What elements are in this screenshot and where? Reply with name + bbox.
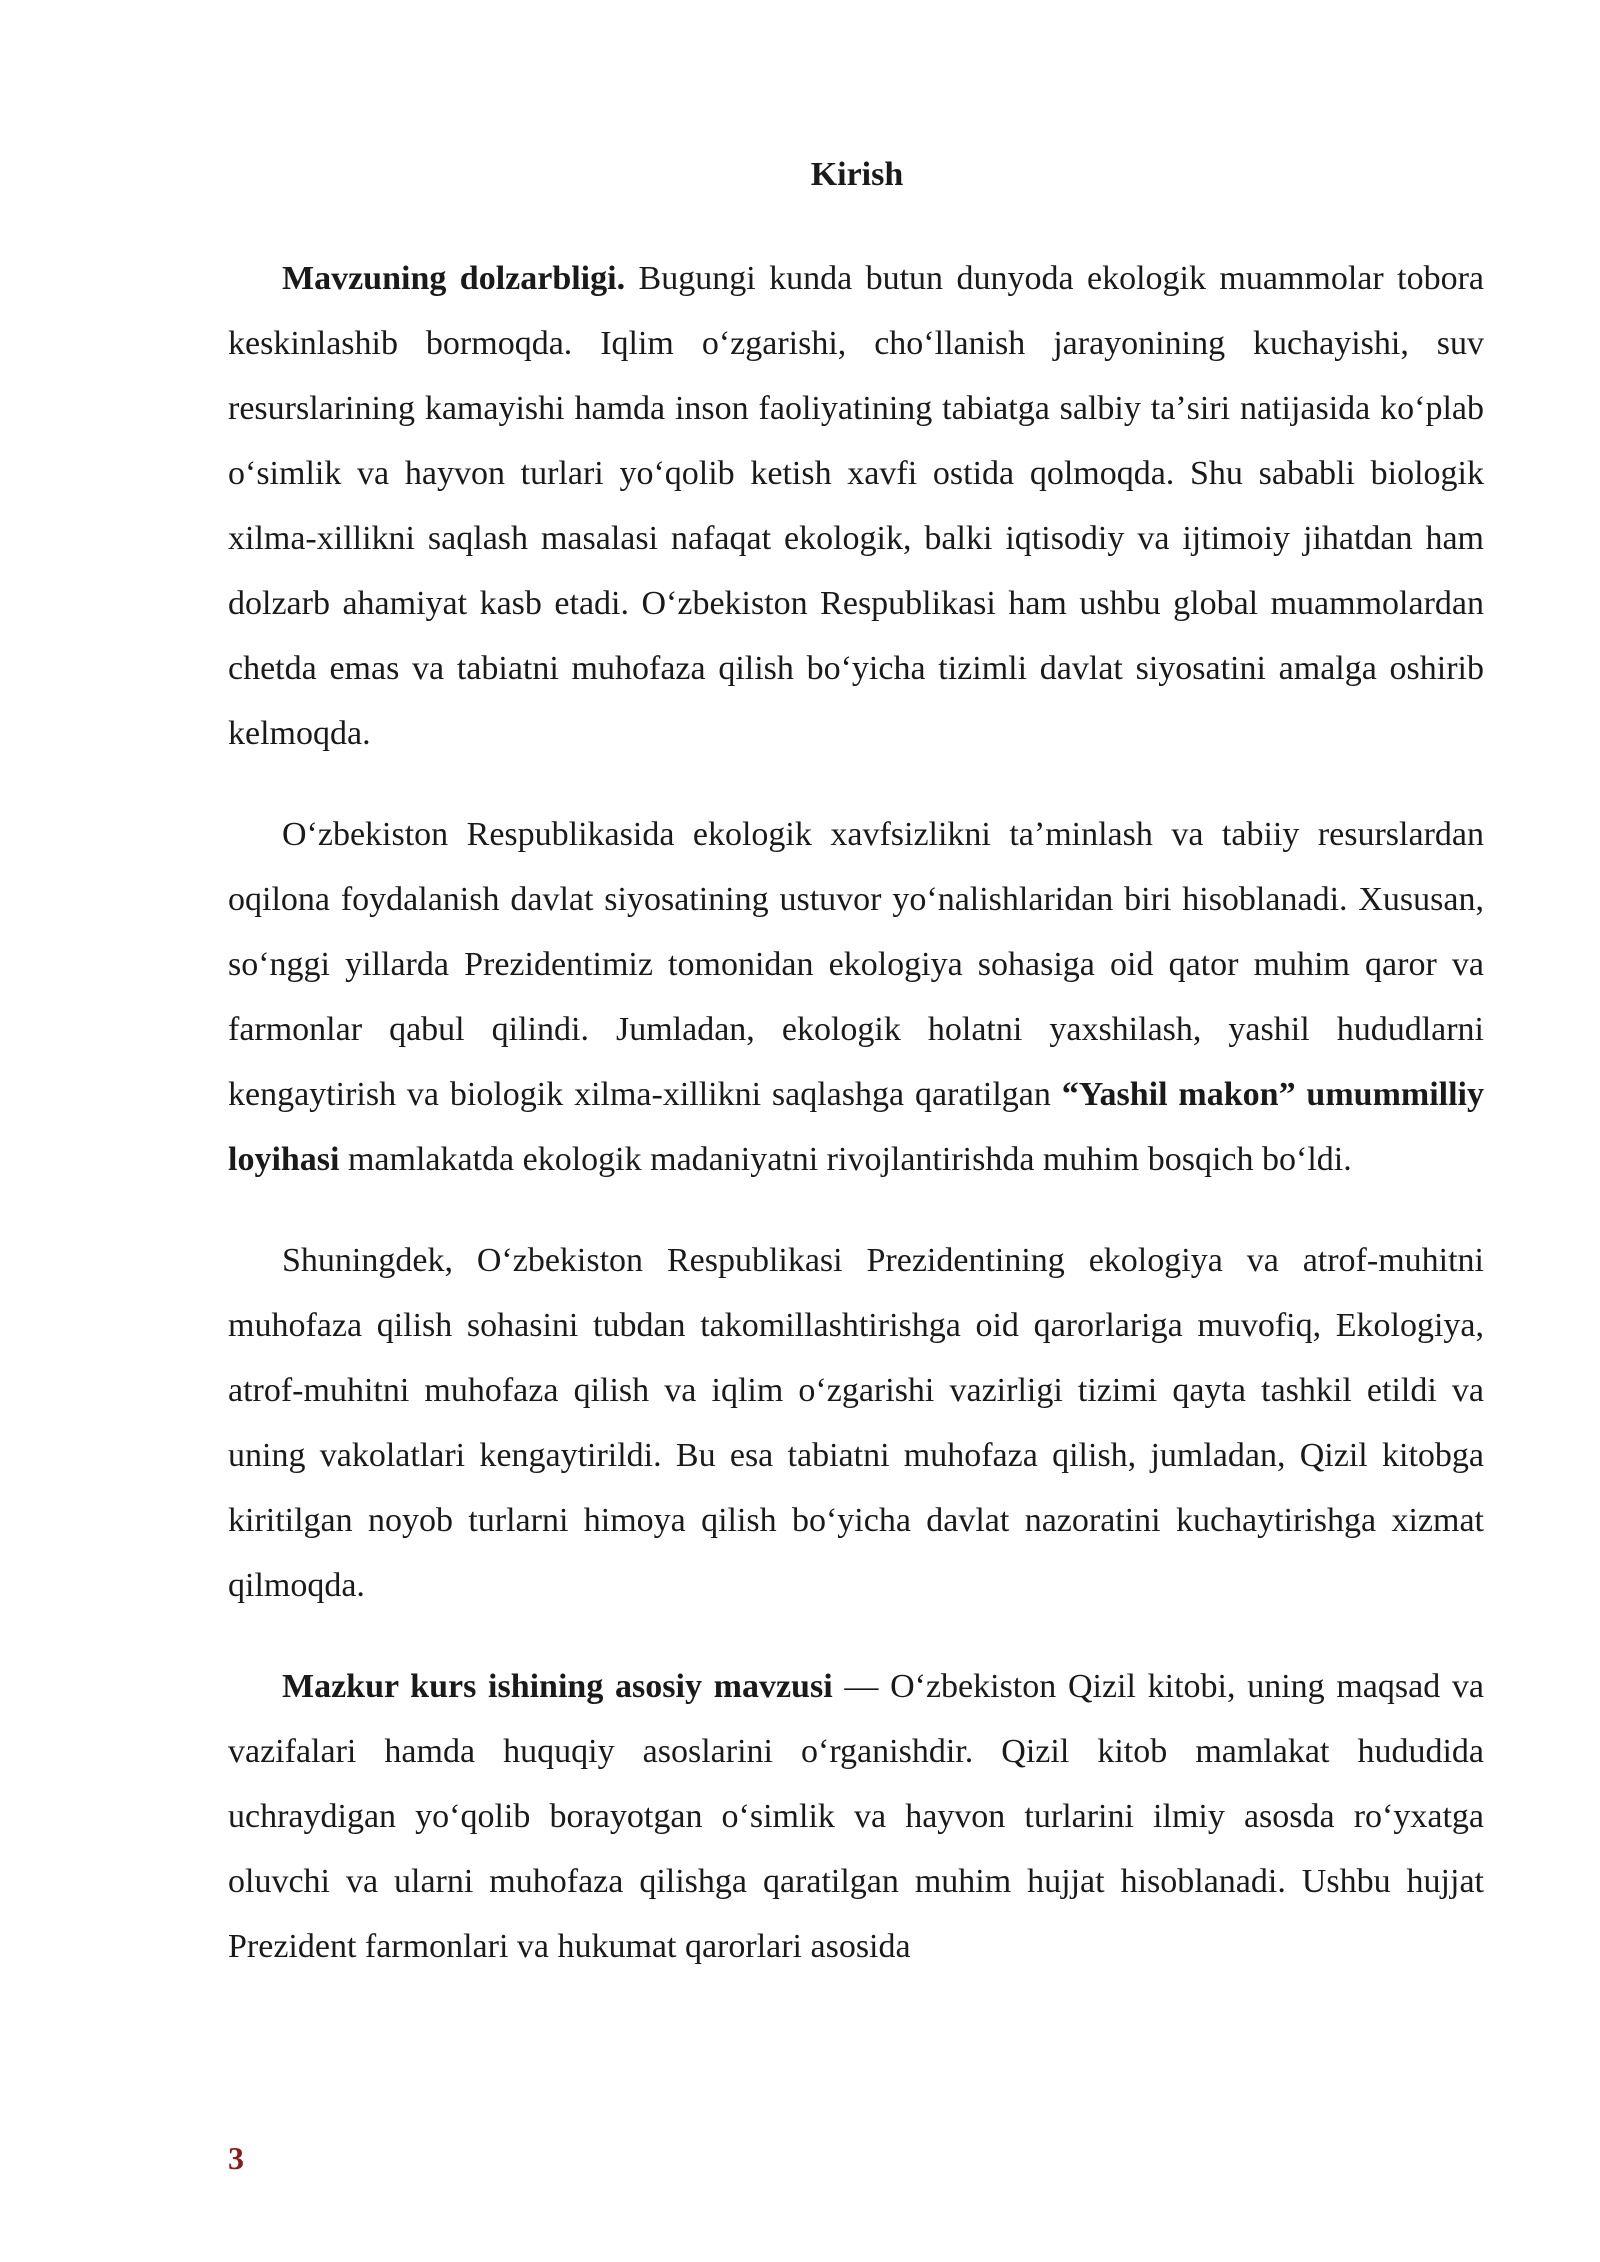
paragraph-text: Shuningdek, Oʻzbekiston Respublikasi Prezidentining ekologiya va atrof-muhitni muhofaza qilish sohasini tubdan takomillashtirishga oid qarorlariga muvofiq, Ekologiya, atrof-muhitni muhofaza qilish va iqlim oʻzgarishi vazirligi tizimi qayta tashkil etildi va uning vakolatlari kengaytirildi. Bu esa tabiatni muhofaza qilish, jumladan, Qizil kitobga kiritilgan noyob turlarni himoya qilish boʻyicha davlat nazoratini kuchaytirishga xizmat qilmoqda.	[228, 1242, 1484, 1604]
paragraph-text: mamlakatda ekologik madaniyatni rivojlantirishda muhim bosqich boʻldi.	[339, 1141, 1352, 1178]
paragraph-state-policy	[228, 802, 1484, 1192]
paragraph-lead-bold: Mazkur kurs ishining asosiy mavzusi	[282, 1668, 833, 1705]
body-text	[228, 246, 1484, 2015]
paragraph-ministry	[228, 1228, 1484, 1618]
paragraph-inline-bold: “Yashil makon” umummilliy loyihasi	[228, 1076, 1484, 1178]
page-number: 3	[228, 2140, 244, 2176]
paragraph-text: Oʻzbekiston Respublikasida ekologik xavfsizlikni taʼminlash va tabiiy resurslardan oqilona foydalanish davlat siyosatining ustuvor yoʻnalishlaridan biri hisoblanadi. Xususan, soʻnggi yillarda Prezidentimiz tomonidan ekologiya sohasiga oid qator muhim qaror va farmonlar qabul qilindi. Jumladan, ekologik holatni yaxshilash, yashil hududlarni kengaytirish va biologik xilma-xillikni saqlashga qaratilgan	[228, 816, 1484, 1113]
paragraph-relevance	[228, 246, 1484, 766]
section-title: Kirish	[810, 156, 904, 193]
paragraph-text: — Oʻzbekiston Qizil kitobi, uning maqsad va vazifalari hamda huquqiy asoslarini oʻrganishdir. Qizil kitob mamlakat hududida uchraydigan yoʻqolib borayotgan oʻsimlik va hayvon turlarini ilmiy asosda roʻyxatga oluvchi va ularni muhofaza qilishga qaratilgan muhim hujjat hisoblanadi. Ushbu hujjat Prezident farmonlari va hukumat qarorlari asosida	[228, 1668, 1484, 1965]
paragraph-lead-bold: Mavzuning dolzarbligi.	[282, 260, 626, 297]
paragraph-text: Bugungi kunda butun dunyoda ekologik muammolar tobora keskinlashib bormoqda. Iqlim oʻzgarishi, choʻllanish jarayonining kuchayishi, suv resurslarining kamayishi hamda inson faoliyatining tabiatga salbiy taʼsiri natijasida koʻplab oʻsimlik va hayvon turlari yoʻqolib ketish xavfi ostida qolmoqda. Shu sababli biologik xilma-xillikni saqlash masalasi nafaqat ekologik, balki iqtisodiy va ijtimoiy jihatdan ham dolzarb ahamiyat kasb etadi. Oʻzbekiston Respublikasi ham ushbu global muammolardan chetda emas va tabiatni muhofaza qilish boʻyicha tizimli davlat siyosatini amalga oshirib kelmoqda.	[228, 260, 1484, 752]
paragraph-main-topic	[228, 1654, 1484, 1979]
